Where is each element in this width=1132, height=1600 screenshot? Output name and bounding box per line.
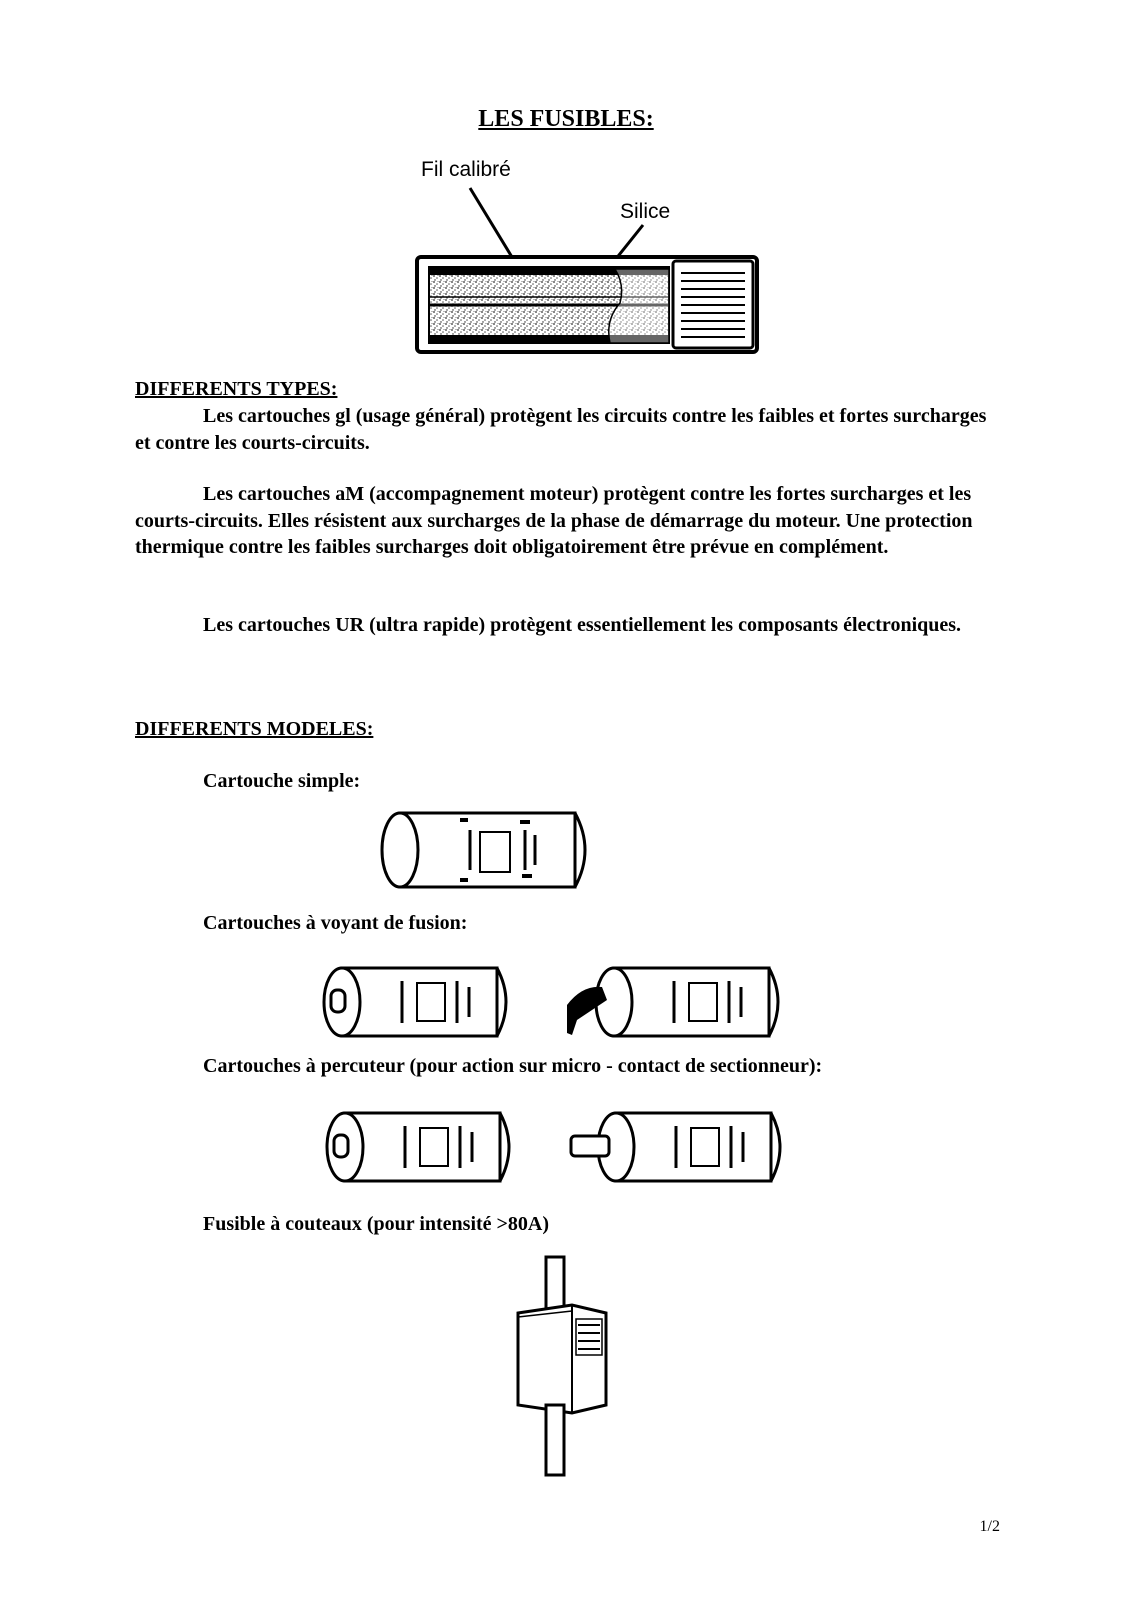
section-heading-models: DIFFERENTS MODELES: — [135, 718, 374, 740]
paragraph-gl: Les cartouches gl (usage général) protègent les circuits contre les faibles et fortes surcharges et contre les courts-circuits. — [135, 405, 987, 454]
paragraph-am: Les cartouches aM (accompagnement moteur) protègent contre les fortes surcharges et les courts-circuits. Elles résistent aux surcharges de la phase de démarrage du moteur. Une protection thermique contre les faibles surcharges doit obligatoirement être prévue en complément. — [135, 483, 973, 558]
section-heading-types: DIFFERENTS TYPES: — [135, 378, 338, 400]
label-fil-calibre: Fil calibré — [421, 158, 511, 181]
cartridge-striker-image-2 — [568, 1110, 790, 1185]
label-silice: Silice — [620, 200, 671, 223]
model-label-voyant: Cartouches à voyant de fusion: — [203, 912, 468, 934]
model-label-couteaux: Fusible à couteaux (pour intensité >80A) — [203, 1213, 550, 1235]
knife-fuse-image — [510, 1255, 620, 1485]
cartridge-indicator-image-1 — [322, 965, 517, 1040]
cartridge-simple-image — [380, 810, 595, 890]
cartridge-striker-image-1 — [325, 1110, 520, 1185]
model-label-percuteur: Cartouches à percuteur (pour action sur micro - contact de sectionneur): — [203, 1055, 823, 1077]
cartridge-indicator-image-2 — [562, 965, 790, 1040]
paragraph-ur: Les cartouches UR (ultra rapide) protègent essentiellement les composants électroniques. — [203, 614, 962, 636]
page-number: 1/2 — [979, 1518, 1000, 1535]
page-title: LES FUSIBLES: — [478, 106, 654, 132]
model-label-simple: Cartouche simple: — [203, 770, 361, 792]
fuse-cross-section-diagram — [415, 185, 775, 360]
